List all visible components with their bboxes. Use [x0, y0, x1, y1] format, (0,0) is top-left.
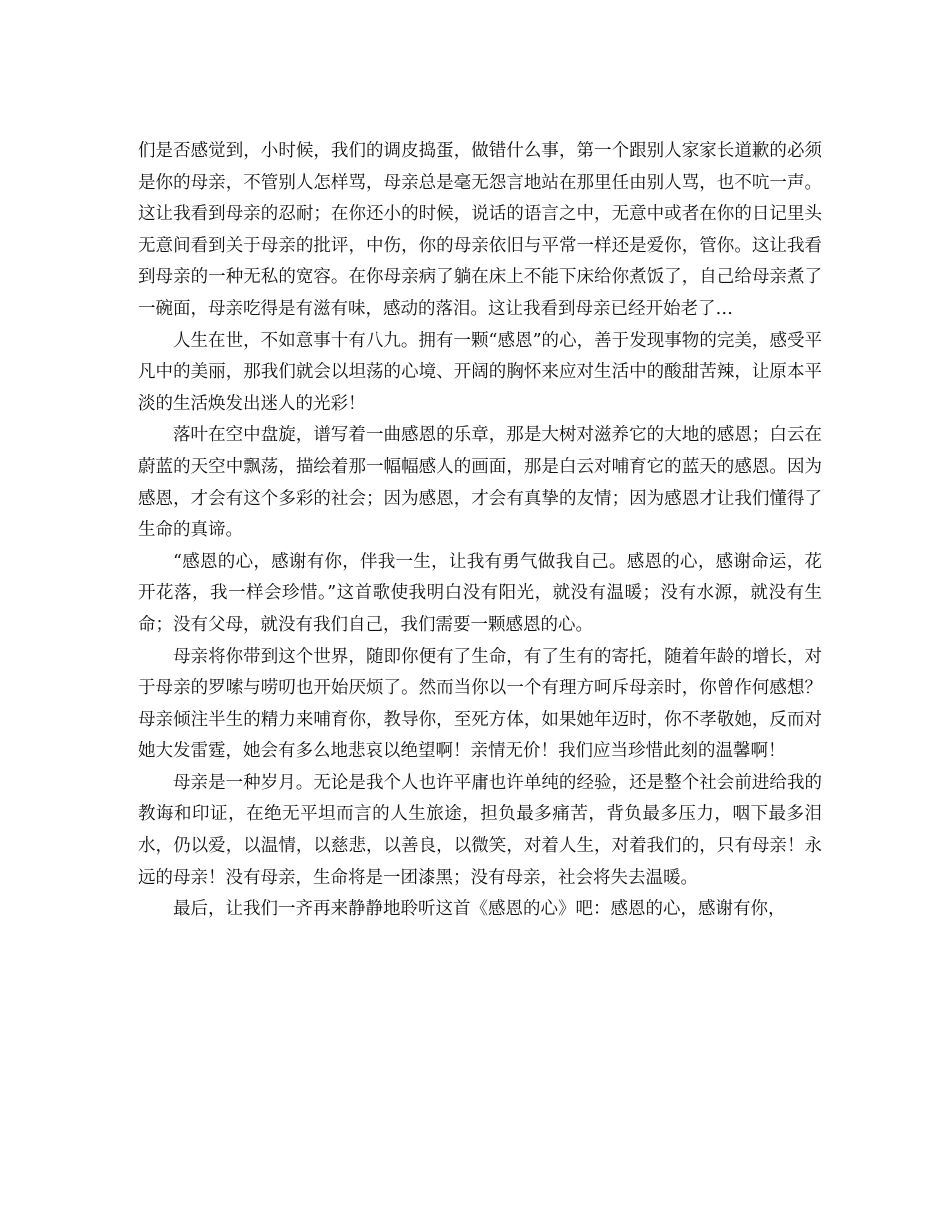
paragraph-1: 们是否感觉到，小时候，我们的调皮捣蛋，做错什么事，第一个跟别人家家长道歉的必须是你的母亲，不管别人怎样骂，母亲总是毫无怨言地站在那里任由别人骂，也不吭一声。这让我看到母亲的忍耐；在你还小的时候，说话的语言之中，无意中或者在你的日记里头无意间看到关于母亲的批评，中伤，你的母亲依旧与平常一样还是爱你，管你。这让我看到母亲的一种无私的宽容。在你母亲病了躺在床上不能下床给你煮饭了，自己给母亲煮了一碗面，母亲吃得是有滋有味，感动的落泪。这让我看到母亲已经开始老了… — [138, 141, 822, 319]
paragraph-7: 最后，让我们一齐再来静静地聆听这首《感恩的心》吧：感恩的心，感谢有你， — [173, 899, 786, 920]
paragraph-4: “感恩的心，感谢有你，伴我一生，让我有勇气做我自己。感恩的心，感谢命运，花开花落，我一样会珍惜。”这首歌使我明白没有阳光，就没有温暖；没有水源，就没有生命；没有父母，就没有我们自己，我们需要一颗感恩的心。 — [138, 551, 822, 635]
paragraph-2: 人生在世，不如意事十有八九。拥有一颗“感恩”的心，善于发现事物的完美，感受平凡中的美丽，那我们就会以坦荡的心境、开阔的胸怀来应对生活中的酸甜苦辣，让原本平淡的生活焕发出迷人的光彩！ — [138, 330, 822, 414]
document-body — [138, 136, 822, 926]
paragraph-5: 母亲将你带到这个世界，随即你便有了生命，有了生有的寄托，随着年龄的增长，对于母亲的罗嗦与唠叨也开始厌烦了。然而当你以一个有理方呵斥母亲时，你曾作何感想？母亲倾注半生的精力来哺育你，教导你，至死方体，如果她年迈时，你不孝敬她，反而对她大发雷霆，她会有多么地悲哀以绝望啊！亲情无价！我们应当珍惜此刻的温馨啊！ — [138, 646, 822, 762]
paragraph-6: 母亲是一种岁月。无论是我个人也许平庸也许单纯的经验，还是整个社会前进给我的教诲和印证，在绝无平坦而言的人生旅途，担负最多痛苦，背负最多压力，咽下最多泪水，仍以爱，以温情，以慈悲，以善良，以微笑，对着人生，对着我们的，只有母亲！永远的母亲！没有母亲，生命将是一团漆黑；没有母亲，社会将失去温暖。 — [138, 772, 822, 888]
paragraph-3: 落叶在空中盘旋，谱写着一曲感恩的乐章，那是大树对滋养它的大地的感恩；白云在蔚蓝的天空中飘荡，描绘着那一幅幅感人的画面，那是白云对哺育它的蓝天的感恩。因为感恩，才会有这个多彩的社会；因为感恩，才会有真挚的友情；因为感恩才让我们懂得了生命的真谛。 — [138, 425, 822, 541]
